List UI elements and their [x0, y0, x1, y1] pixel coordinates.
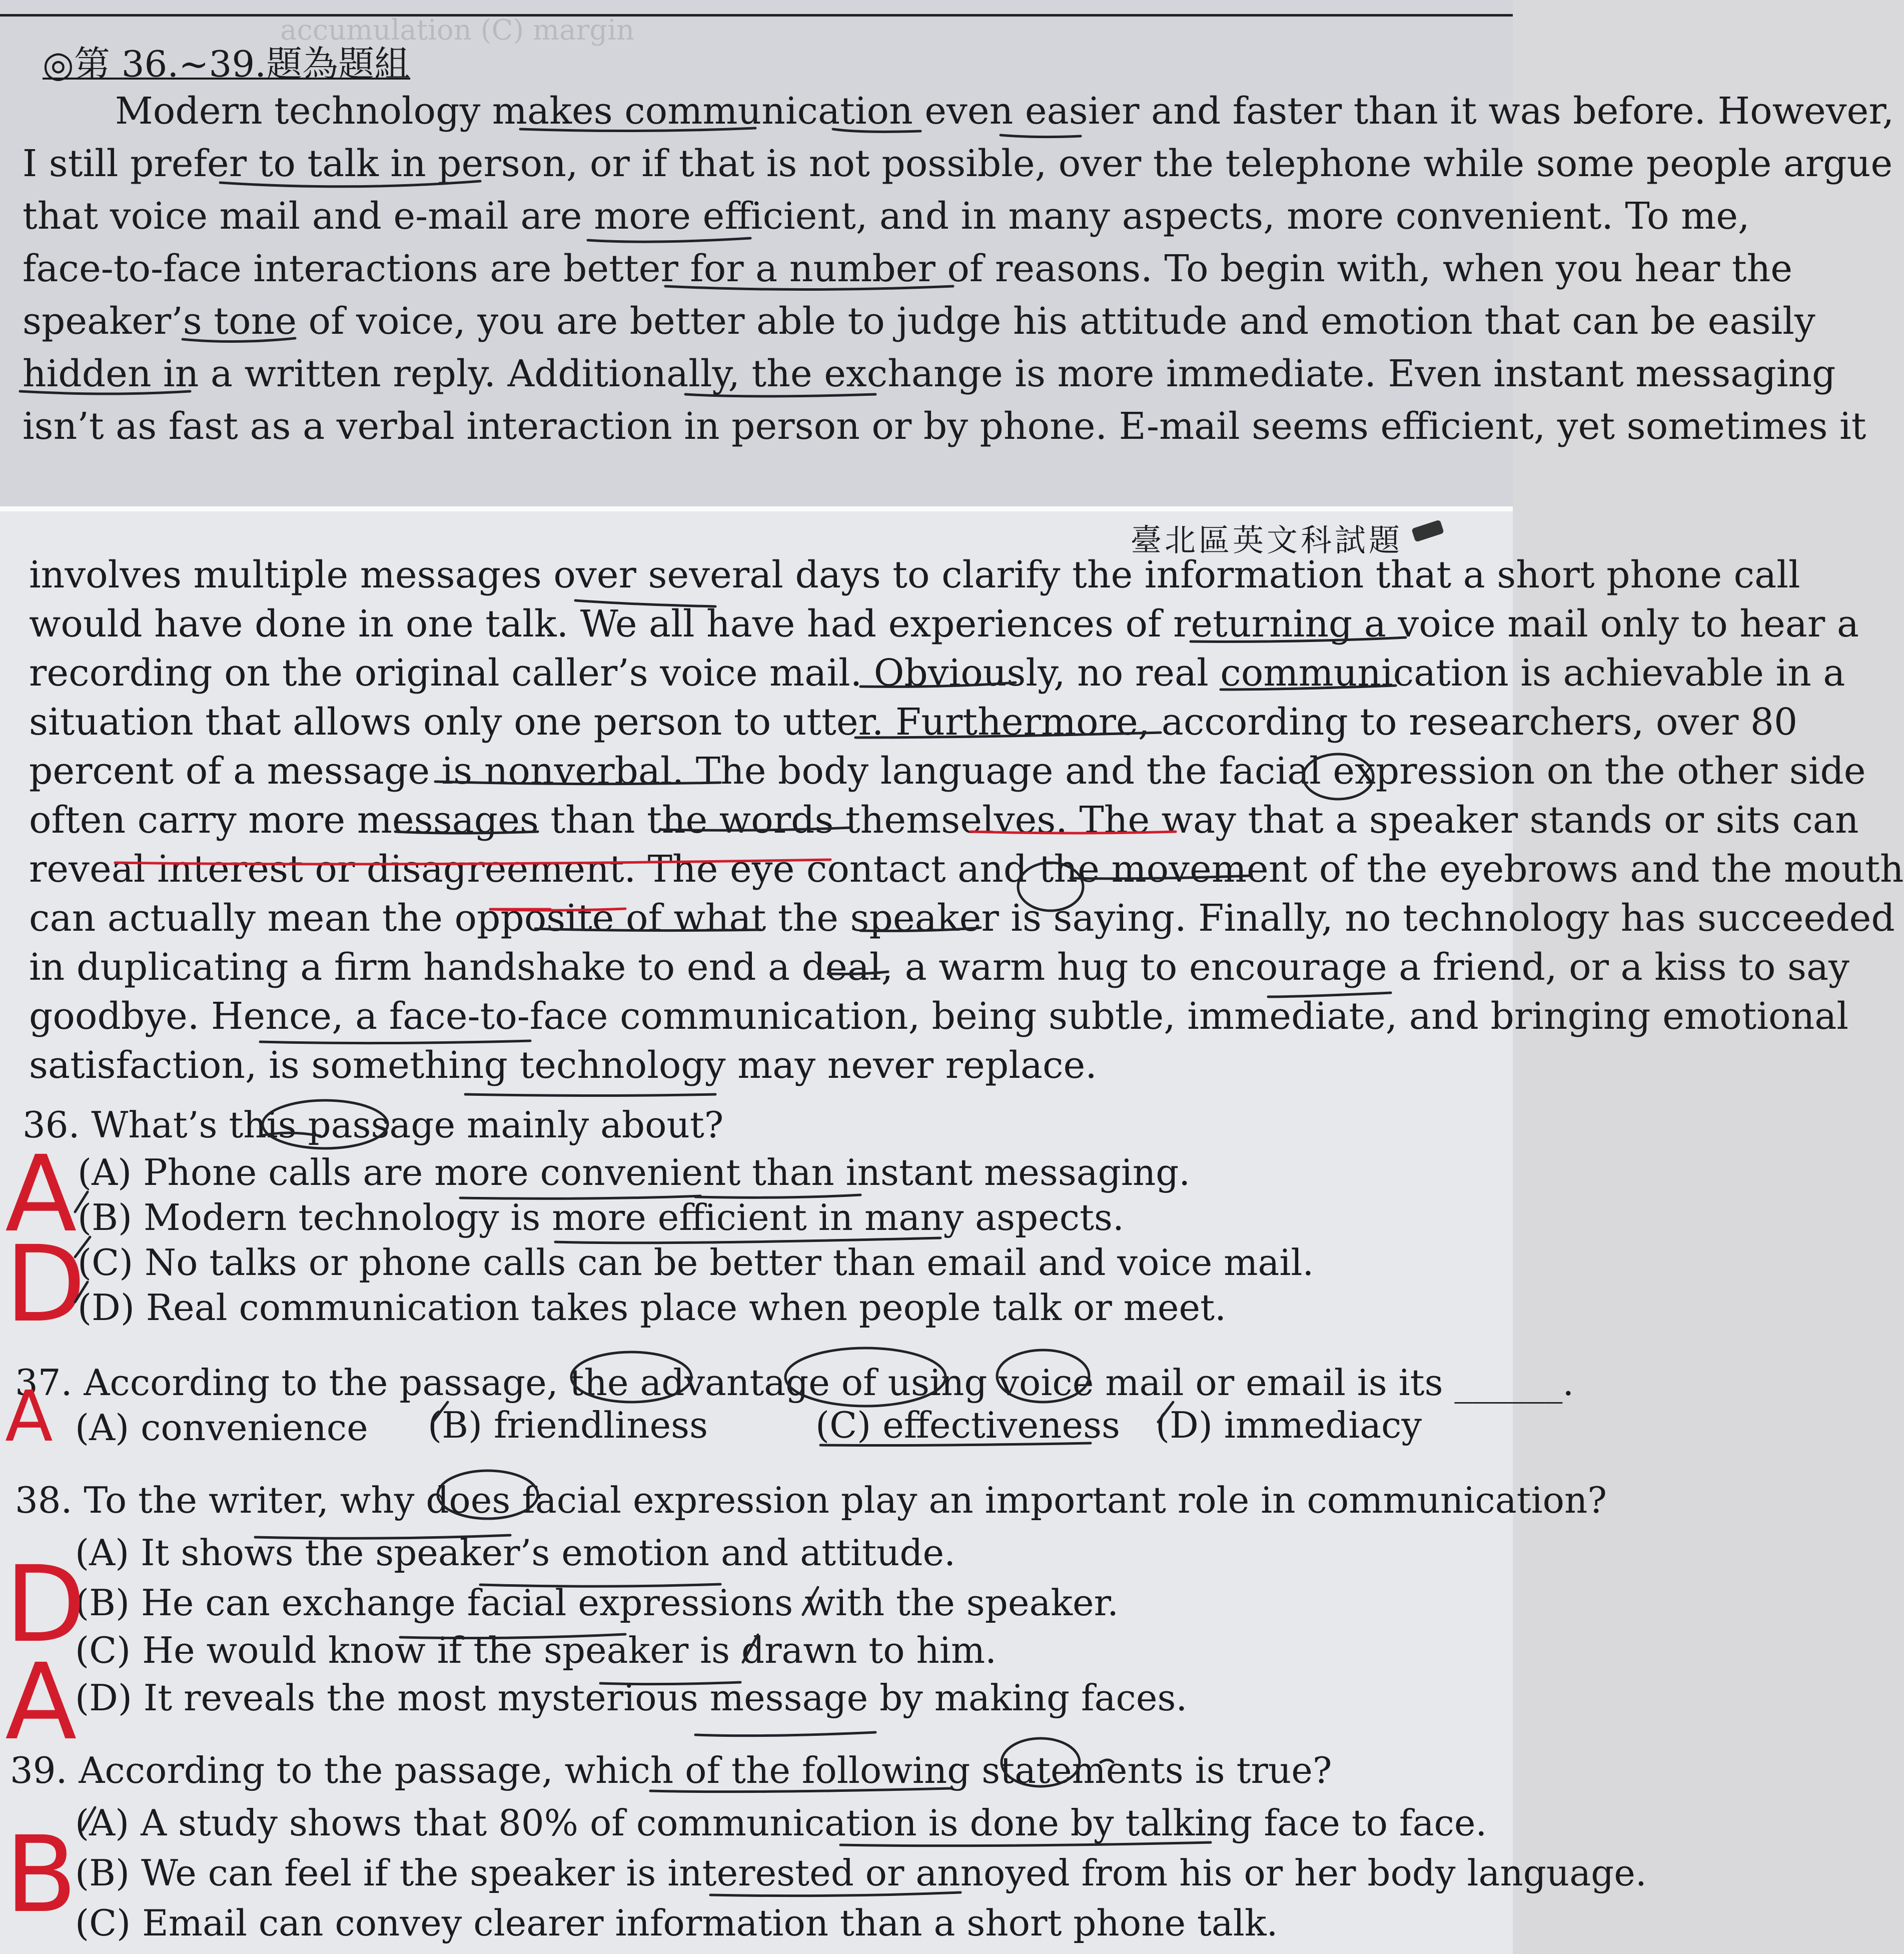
handwritten-answer-38b: A	[5, 1641, 77, 1763]
pen-tip-shape	[1411, 519, 1444, 542]
q37-option-d: (D) immediacy	[1156, 1404, 1422, 1446]
q37-option-b: (B) friendliness	[428, 1404, 708, 1446]
q38-option-d: (D) It reveals the most mysterious message by making faces.	[75, 1677, 1188, 1719]
q39-option-c: (C) Email can convey clearer information than a short phone talk.	[75, 1902, 1278, 1944]
passage-line: reveal interest or disagreement. The eye contact and the movement of the eyebrows and the mouth	[29, 848, 1904, 891]
passage-line: satisfaction, is something technology may never replace.	[29, 1044, 1097, 1087]
passage-line: situation that allows only one person to utter. Furthermore, according to researchers, over 80	[29, 701, 1798, 744]
q39-option-b: (B) We can feel if the speaker is interested or annoyed from his or her body language.	[75, 1852, 1647, 1894]
passage-line: would have done in one talk. We all have had experiences of returning a voice mail only to hear a	[29, 602, 1859, 645]
bottom-photo	[0, 511, 1904, 1954]
passage-line: percent of a message is nonverbal. The body language and the facial expression on the other side	[29, 750, 1866, 793]
passage-line: often carry more messages than the words themselves. The way that a speaker stands or sits can	[29, 799, 1859, 842]
faint-show-through-text: accumulation (C) margin	[280, 14, 635, 47]
top-photo	[0, 0, 1894, 508]
passage-line: hidden in a written reply. Additionally, the exchange is more immediate. Even instant messaging	[23, 352, 1836, 395]
passage-line: involves multiple messages over several days to clarify the information that a short phone call	[29, 553, 1800, 596]
handwritten-answer-38a: D	[5, 1543, 86, 1666]
q36-option-a: (A) Phone calls are more convenient than instant messaging.	[78, 1151, 1191, 1193]
passage-line: isn’t as fast as a verbal interaction in person or by phone. E-mail seems efficient, yet sometimes it	[23, 405, 1866, 448]
question-36-stem: 36. What’s this passage mainly about?	[23, 1104, 724, 1146]
q36-option-b: (B) Modern technology is more efficient in many aspects.	[78, 1196, 1124, 1238]
q36-option-c: (C) No talks or phone calls can be better than email and voice mail.	[78, 1241, 1314, 1283]
section-title: ◎第 36.∼39.題為題組	[43, 43, 411, 85]
handwritten-answer-36b: D	[5, 1223, 86, 1346]
page-header: 臺北區英文科試題	[1130, 522, 1403, 558]
q38-option-c: (C) He would know if the speaker is drawn to him.	[75, 1629, 997, 1671]
handwritten-answer-39: B	[5, 1813, 78, 1936]
q36-option-d: (D) Real communication takes place when people talk or meet.	[78, 1286, 1226, 1329]
passage-line: can actually mean the opposite of what the speaker is saying. Finally, no technology has succeeded	[29, 897, 1895, 940]
passage-line: I still prefer to talk in person, or if that is not possible, over the telephone while some people argue	[23, 142, 1893, 185]
top-frame-line	[0, 0, 1513, 17]
question-39-stem: 39. According to the passage, which of the following statements is true?	[10, 1749, 1332, 1791]
handwritten-answer-36a: A	[5, 1133, 77, 1255]
passage-line: speaker’s tone of voice, you are better able to judge his attitude and emotion that can be easily	[23, 300, 1815, 343]
q39-option-a: (A) A study shows that 80% of communication is done by talking face to face.	[75, 1802, 1487, 1844]
q38-option-b: (B) He can exchange facial expressions with the speaker.	[75, 1582, 1119, 1624]
passage-line: that voice mail and e-mail are more efficient, and in many aspects, more convenient. To me,	[23, 195, 1750, 238]
q38-option-a: (A) It shows the speaker’s emotion and attitude.	[75, 1532, 956, 1574]
passage-line: face-to-face interactions are better for a number of reasons. To begin with, when you hear the	[23, 247, 1793, 290]
q37-option-c: (C) effectiveness	[815, 1404, 1120, 1446]
q37-option-a: (A) convenience	[75, 1407, 368, 1449]
passage-line: recording on the original caller’s voice mail. Obviously, no real communication is achievable in a	[29, 652, 1845, 695]
question-38-stem: 38. To the writer, why does facial expression play an important role in communication?	[15, 1479, 1607, 1521]
passage-line: in duplicating a firm handshake to end a deal, a warm hug to encourage a friend, or a kiss to say	[29, 946, 1849, 989]
question-37-stem: 37. According to the passage, the advantage of using voice mail or email is its ______.	[15, 1362, 1574, 1404]
passage-line: Modern technology makes communication even easier and faster than it was before. However,	[115, 90, 1894, 133]
passage-line: goodbye. Hence, a face-to-face communication, being subtle, immediate, and bringing emotional	[29, 995, 1849, 1038]
handwritten-answer-37: A	[5, 1376, 53, 1458]
